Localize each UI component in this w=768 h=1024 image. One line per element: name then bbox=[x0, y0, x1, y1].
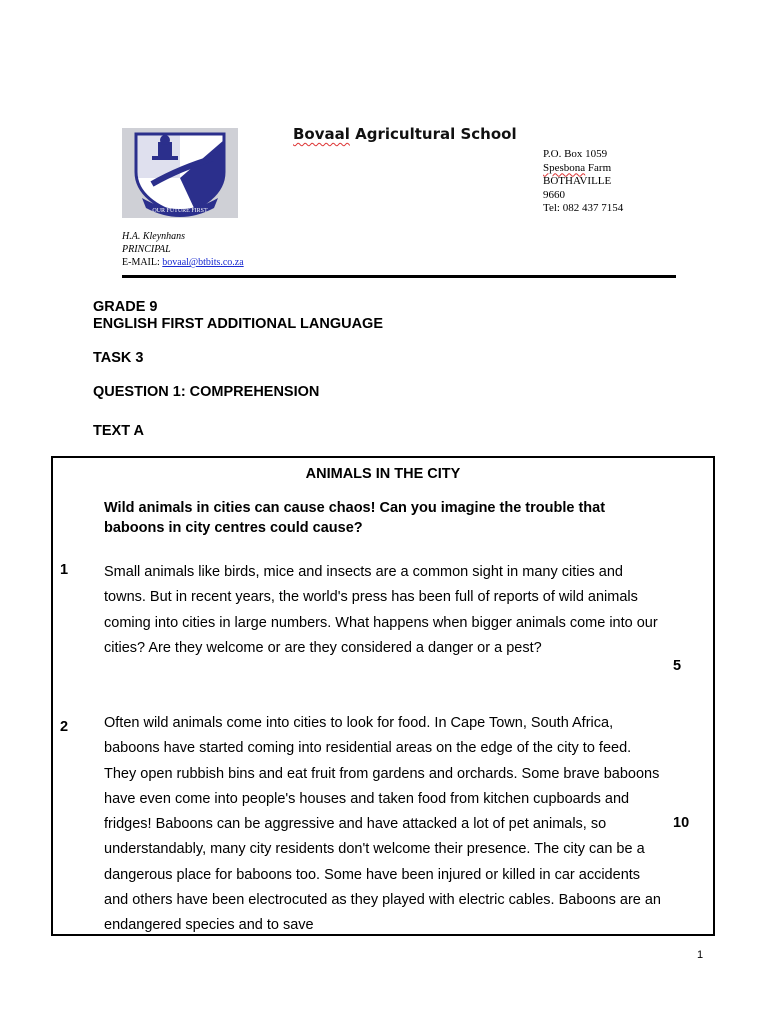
article-intro: Wild animals in cities can cause chaos! Can you imagine the trouble that baboons in city centres could cause? bbox=[104, 500, 606, 536]
crest-motto: OUR FUTURE FIRST bbox=[152, 208, 208, 214]
page-number: 1 bbox=[697, 949, 704, 961]
article-box bbox=[51, 456, 715, 936]
article-paragraph: Small animals like birds, mice and insects are a common sight in many cities and towns. But in recent years, the world's press has been full of reports of wild animals coming into cities in large numbers. What happens when bigger animals come into our cities? Are they welcome or are they considered a danger or a pest? bbox=[104, 564, 658, 656]
paragraph-number: 2 bbox=[60, 719, 69, 735]
line-number: 10 bbox=[673, 815, 690, 831]
subject-heading: ENGLISH FIRST ADDITIONAL LANGUAGE bbox=[93, 316, 383, 332]
paragraph-number: 1 bbox=[60, 562, 69, 578]
address-farm: Spesbona Farm bbox=[543, 161, 612, 174]
address-po-box: P.O. Box 1059 bbox=[543, 148, 608, 160]
principal-block bbox=[122, 230, 244, 269]
article-title: ANIMALS IN THE CITY bbox=[305, 466, 461, 482]
letterhead-divider bbox=[122, 275, 676, 278]
task-heading: TASK 3 bbox=[93, 350, 144, 366]
address-town: BOTHAVILLE bbox=[543, 175, 612, 187]
question-heading: QUESTION 1: COMPREHENSION bbox=[93, 384, 320, 400]
line-number: 5 bbox=[673, 658, 682, 674]
principal-name: H.A. Kleynhans bbox=[122, 231, 186, 242]
school-crest-logo bbox=[122, 128, 238, 218]
school-name: Bovaal Agricultural School bbox=[293, 125, 517, 143]
school-address bbox=[543, 148, 623, 216]
address-telephone: Tel: 082 437 7154 bbox=[543, 202, 624, 214]
article-paragraph: Often wild animals come into cities to look for food. In Cape Town, South Africa, baboons have started coming into residential areas on the edge of the city to feed. They open rubbish bins and eat fruit from gardens and orchards. Some brave baboons have even come into people's houses and taken food from kitchen cupboards and fridges! Baboons can be aggressive and have attacked a lot of pet animals, so understandably, many city residents don't welcome their presence. The city can be a dangerous place for baboons too. Some have been injured or killed in car accidents and others have been electrocuted as they played with electric cables. Baboons are an endangered species and to save bbox=[104, 715, 661, 934]
text-label: TEXT A bbox=[93, 423, 145, 439]
email-link[interactable]: bovaal@btbits.co.za bbox=[162, 257, 244, 268]
email-line: E-MAIL: bovaal@btbits.co.za bbox=[122, 257, 244, 268]
address-postal-code: 9660 bbox=[543, 188, 565, 201]
principal-title: PRINCIPAL bbox=[122, 244, 171, 255]
grade-heading: GRADE 9 bbox=[93, 299, 158, 315]
